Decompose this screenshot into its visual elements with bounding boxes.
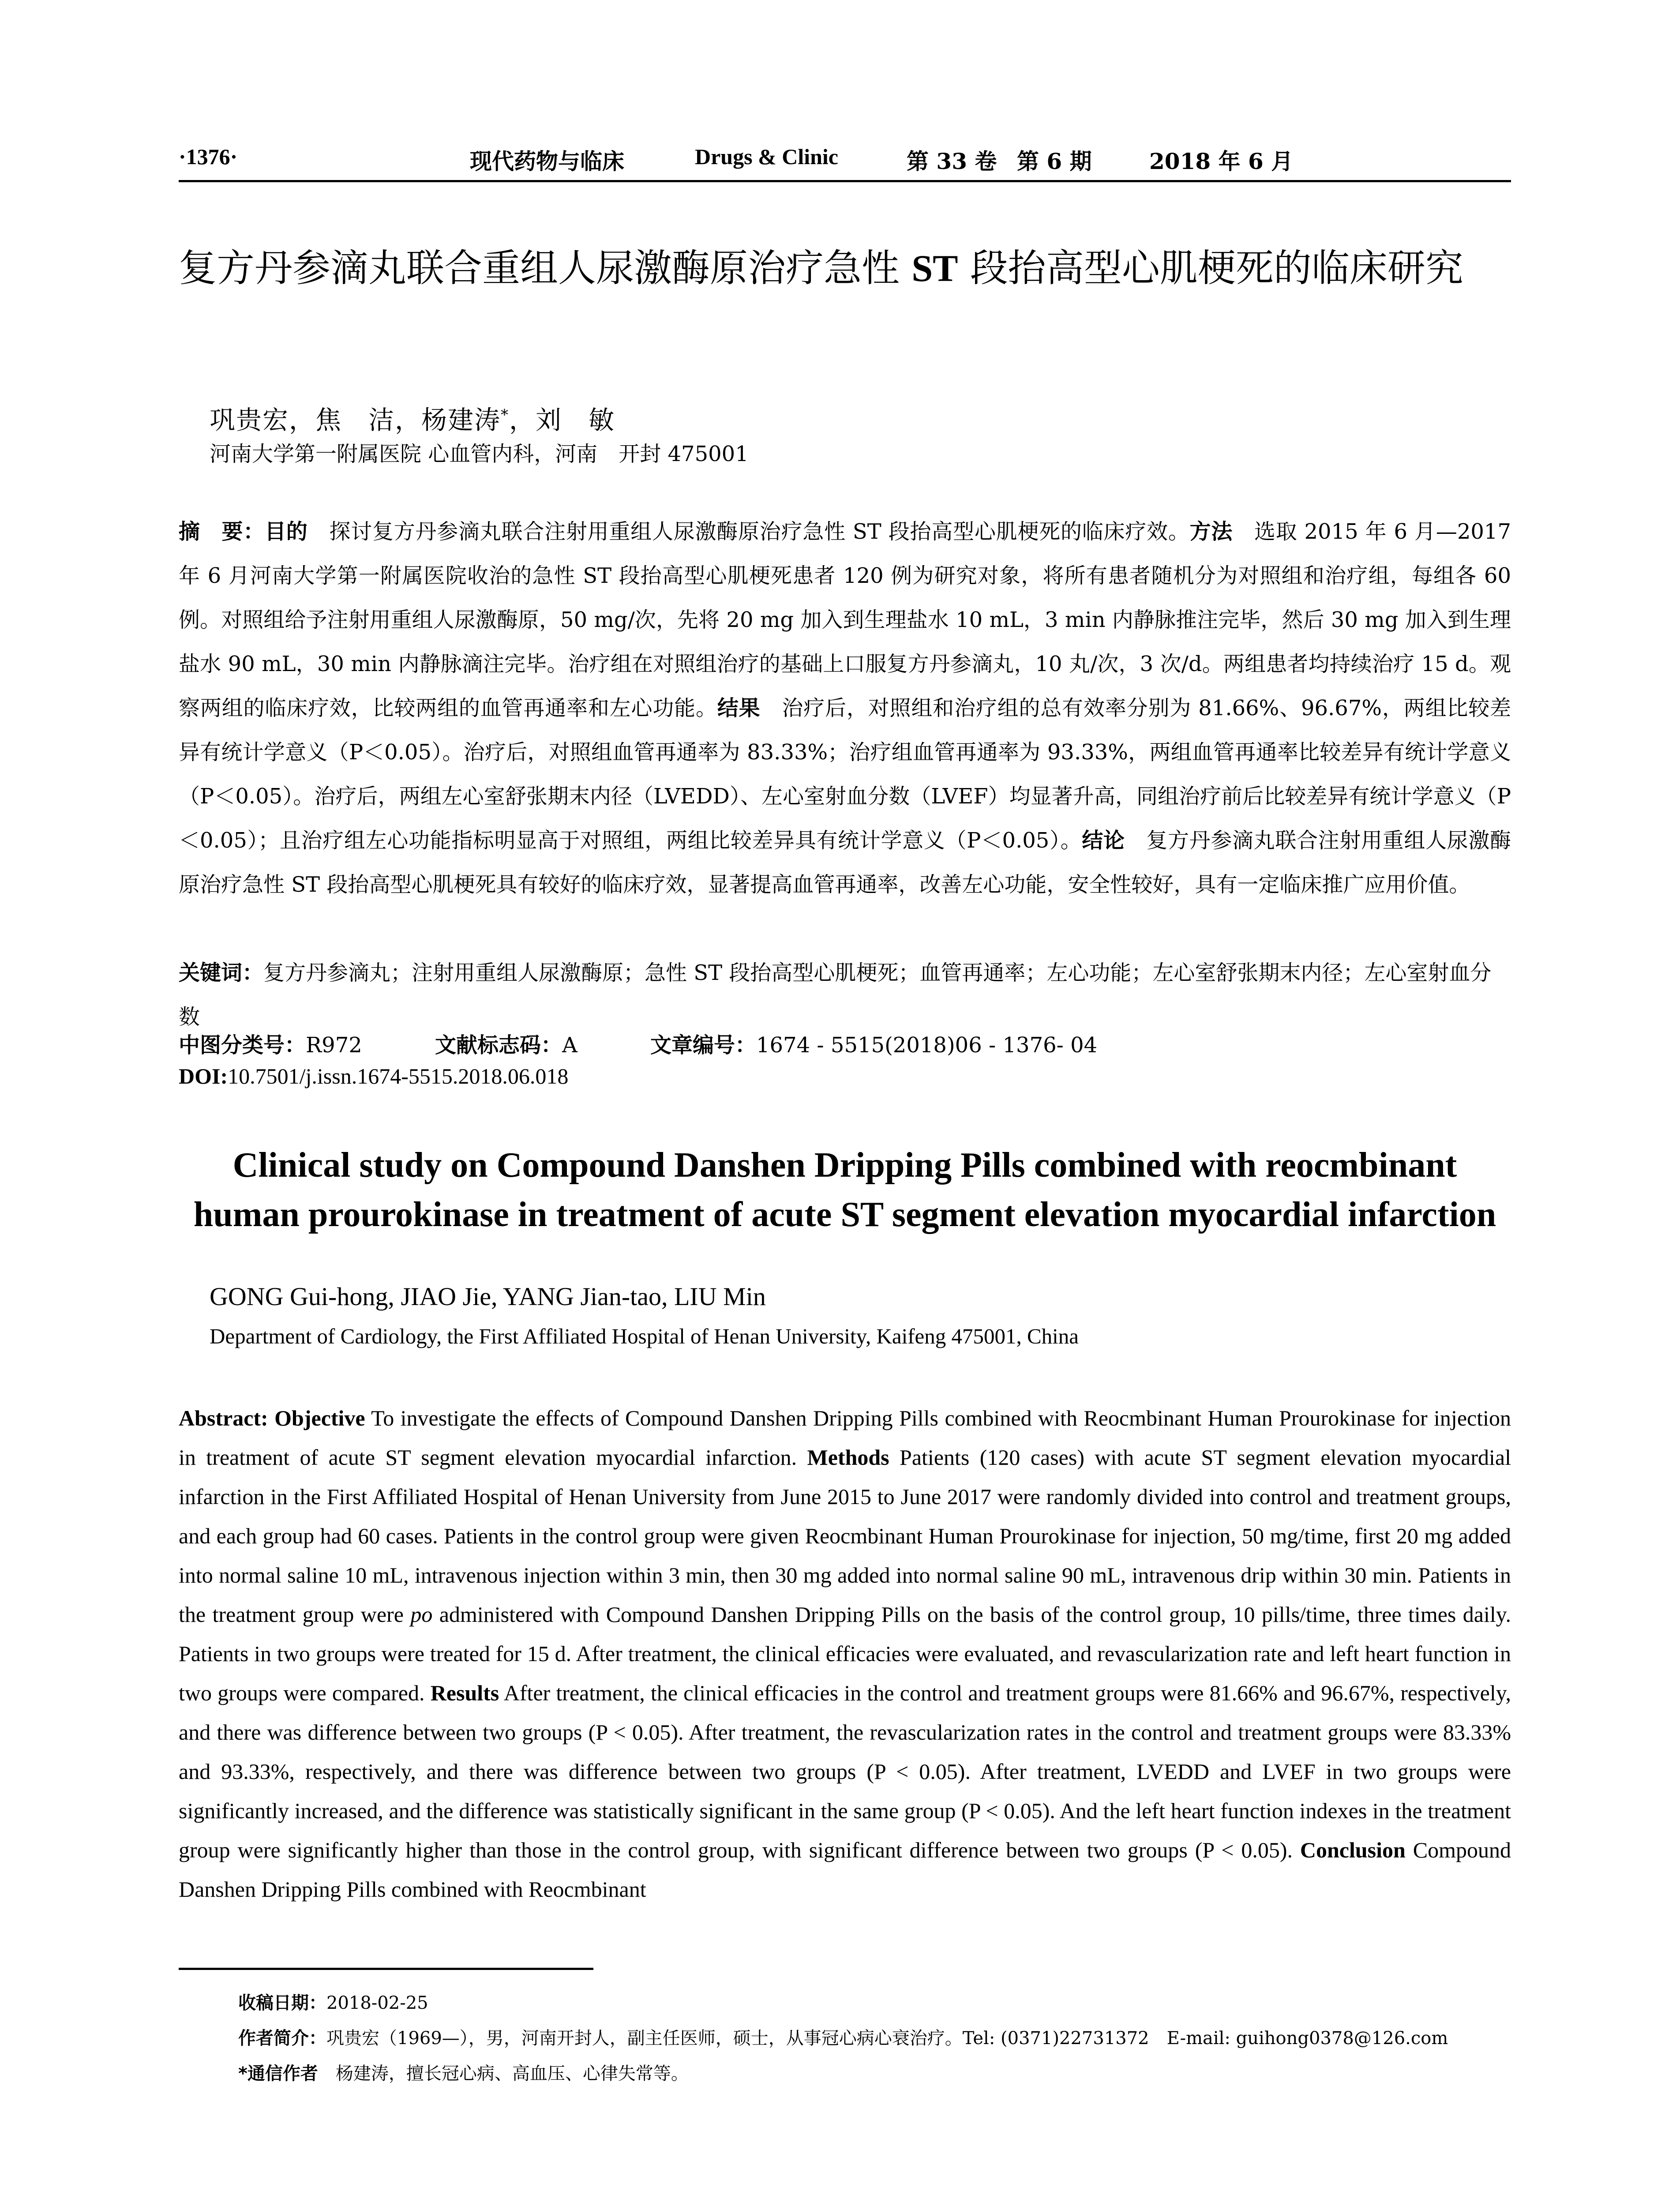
- results-text-cn: 治疗后，对照组和治疗组的总有效率分别为 81.66%、96.67%，两组比较差异有统计学意义（P＜0.05）。治疗后，对照组血管再通率为 83.33%；治疗组血管再通率为 93.33%，两组血管再通率比较差异有统计学意义（P＜0.05）。治疗后，两组左心室舒张期末内径（LVEDD）、左心室射血分数（LVEF）均显著升高，同组治疗前后比较差异有统计学意义（P＜0.05）；且治疗组左心功能指标明显高于对照组，两组比较差异具有统计学意义（P＜0.05）。: [179, 696, 1511, 853]
- corresponding-mark: *: [501, 406, 510, 424]
- abstract-en: [179, 1399, 1511, 1909]
- issue: 第 6 期: [1017, 148, 1092, 174]
- abstract-cn-label: 摘 要：: [179, 519, 265, 544]
- results-label-en: Results: [430, 1681, 499, 1705]
- objective-label-en: Objective: [274, 1406, 365, 1430]
- page-number: ·1376·: [179, 144, 238, 169]
- results-label-cn: 结果: [717, 696, 761, 720]
- received-label: 收稿日期：: [238, 1993, 326, 2013]
- objective-text-en: To investigate the effects of Compound Danshen Dripping Pills combined with Reocmbinant Human Prourokinase for injection in treatment of acute ST segment elevation myocardial infarction.: [179, 1406, 1511, 1470]
- journal-name-cn: 现代药物与临床: [470, 148, 624, 174]
- affiliation-en: Department of Cardiology, the First Affiliated Hospital of Henan University, Kaifeng 475001, China: [210, 1324, 1079, 1348]
- running-header: [179, 140, 1511, 182]
- objective-text-cn: 探讨复方丹参滴丸联合注射用重组人尿激酶原治疗急性 ST 段抬高型心肌梗死的临床疗效。: [308, 519, 1190, 544]
- results-text-en: After treatment, the clinical efficacies in the control and treatment groups were 81.66% and 96.67%, respectively, and there was difference between two groups (P < 0.05). After treatment, the revascularization rates in the control and treatment groups were 83.33% and 93.33%, respectively, and there was difference between two groups (P < 0.05). After treatment, LVEDD and LVEF in two groups were significantly increased, and the difference was statistically significant in the same group (P < 0.05). And the left heart function indexes in the treatment group were significantly higher than those in the control group, with significant difference between two groups (P < 0.05).: [179, 1681, 1511, 1862]
- methods-label-cn: 方法: [1189, 519, 1233, 544]
- methods-po: po: [410, 1602, 433, 1627]
- keywords-label-cn: 关键词：: [179, 960, 264, 985]
- methods-label-en: Methods: [807, 1445, 889, 1470]
- doi: [179, 1063, 568, 1089]
- title-cn-part2: 段抬高型心肌梗死的临床研究: [958, 246, 1463, 290]
- received-value: 2018-02-25: [326, 1993, 428, 2013]
- title-cn: [179, 240, 1511, 296]
- keywords-cn: [179, 951, 1511, 1039]
- conclusion-text-cn: 复方丹参滴丸联合注射用重组人尿激酶原治疗急性 ST 段抬高型心肌梗死具有较好的临床疗效，显著提高血管再通率，改善左心功能，安全性较好，具有一定临床推广应用价值。: [179, 828, 1511, 897]
- footnote-rule: [179, 1968, 593, 1970]
- authors-cn: [210, 399, 615, 436]
- received-date: [238, 1985, 1511, 2021]
- footnotes: [238, 1985, 1511, 2091]
- doc-code: [435, 1033, 578, 1058]
- conclusion-label-cn: 结论: [1082, 828, 1125, 853]
- doc-code-label: 文献标志码：: [435, 1033, 562, 1058]
- corr-text: 杨建涛，擅长冠心病、高血压、心律失常等。: [318, 2063, 689, 2084]
- methods-text-en-b: administered with Compound Danshen Dripping Pills on the basis of the control group, 10 pills/time, three times daily. Patients in two groups were treated for 15 d. After treatment, the clinical efficacies were evaluated, and revascularization rate and left heart function in two groups were compared.: [179, 1602, 1511, 1705]
- bio-label: 作者简介：: [238, 2028, 326, 2048]
- corr-label: *通信作者: [238, 2063, 318, 2084]
- article-number-label: 文章编号：: [650, 1033, 757, 1058]
- title-cn-part1: 复方丹参滴丸联合重组人尿激酶原治疗急性: [179, 246, 912, 290]
- clc: [179, 1033, 362, 1058]
- clc-label: 中图分类号：: [179, 1033, 306, 1058]
- doi-label: DOI:: [179, 1064, 228, 1088]
- authors-cn-rest: ，刘 敏: [509, 405, 615, 435]
- corresponding-author: [238, 2056, 1511, 2091]
- abstract-cn: [179, 510, 1511, 907]
- affiliation-cn: 河南大学第一附属医院 心血管内科，河南 开封 475001: [210, 442, 749, 466]
- issue-date: 2018 年 6 月: [1149, 148, 1294, 174]
- doi-value: 10.7501/j.issn.1674-5515.2018.06.018: [228, 1064, 569, 1088]
- classification-row: [179, 1028, 1163, 1058]
- methods-text-cn: 选取 2015 年 6 月—2017 年 6 月河南大学第一附属医院收治的急性 ST 段抬高型心肌梗死患者 120 例为研究对象，将所有患者随机分为对照组和治疗组，每组各 60 例。对照组给予注射用重组人尿激酶原，50 mg/次，先将 20 mg 加入到生理盐水 10 mL，3 min 内静脉推注完毕，然后 30 mg 加入到生理盐水 90 mL，30 min 内静脉滴注完毕。治疗组在对照组治疗的基础上口服复方丹参滴丸，10 丸/次，3 次/d。两组患者均持续治疗 15 d。观察两组的临床疗效，比较两组的血管再通率和左心功能。: [179, 519, 1511, 720]
- article-number: [650, 1033, 1097, 1058]
- bio-text: 巩贵宏（1969—），男，河南开封人，副主任医师，硕士，从事冠心病心衰治疗。Tel: (0371)22731372 E-mail: guihong0378@126.com: [326, 2028, 1448, 2048]
- doc-code-value: A: [562, 1033, 578, 1058]
- author-bio: [238, 2021, 1511, 2056]
- abstract-en-label: Abstract:: [179, 1406, 268, 1430]
- title-en: Clinical study on Compound Danshen Dripping Pills combined with reocmbinant human prourokinase in treatment of acute ST segment elevation myocardial infarction: [193, 1146, 1496, 1234]
- title-cn-st: ST: [911, 247, 958, 289]
- methods-text-en-a: Patients (120 cases) with acute ST segment elevation myocardial infarction in the First Affiliated Hospital of Henan University from June 2015 to June 2017 were randomly divided into control and treatment groups, and each group had 60 cases. Patients in the control group were given Reocmbinant Human Prourokinase for injection, 50 mg/time, first 20 mg added into normal saline 10 mL, intravenous injection within 3 min, then 30 mg added into normal saline 90 mL, intravenous drip within 30 min. Patients in the treatment group were: [179, 1445, 1511, 1627]
- authors-cn-names: 巩贵宏，焦 洁，杨建涛: [210, 405, 501, 435]
- objective-label-cn: 目的: [265, 519, 308, 544]
- article-number-value: 1674 - 5515(2018)06 - 1376- 04: [756, 1033, 1098, 1058]
- volume: 第 33 卷: [907, 148, 997, 174]
- conclusion-label-en: Conclusion: [1300, 1838, 1406, 1862]
- conclusion-text-en: Compound Danshen Dripping Pills combined with Reocmbinant: [179, 1838, 1511, 1902]
- keywords-text-cn: 复方丹参滴丸；注射用重组人尿激酶原；急性 ST 段抬高型心肌梗死；血管再通率；左心功能；左心室舒张期末内径；左心室射血分数: [179, 960, 1492, 1029]
- authors-en: GONG Gui-hong, JIAO Jie, YANG Jian-tao, LIU Min: [210, 1282, 766, 1311]
- journal-name-en: Drugs & Clinic: [695, 144, 838, 169]
- clc-value: R972: [306, 1033, 362, 1058]
